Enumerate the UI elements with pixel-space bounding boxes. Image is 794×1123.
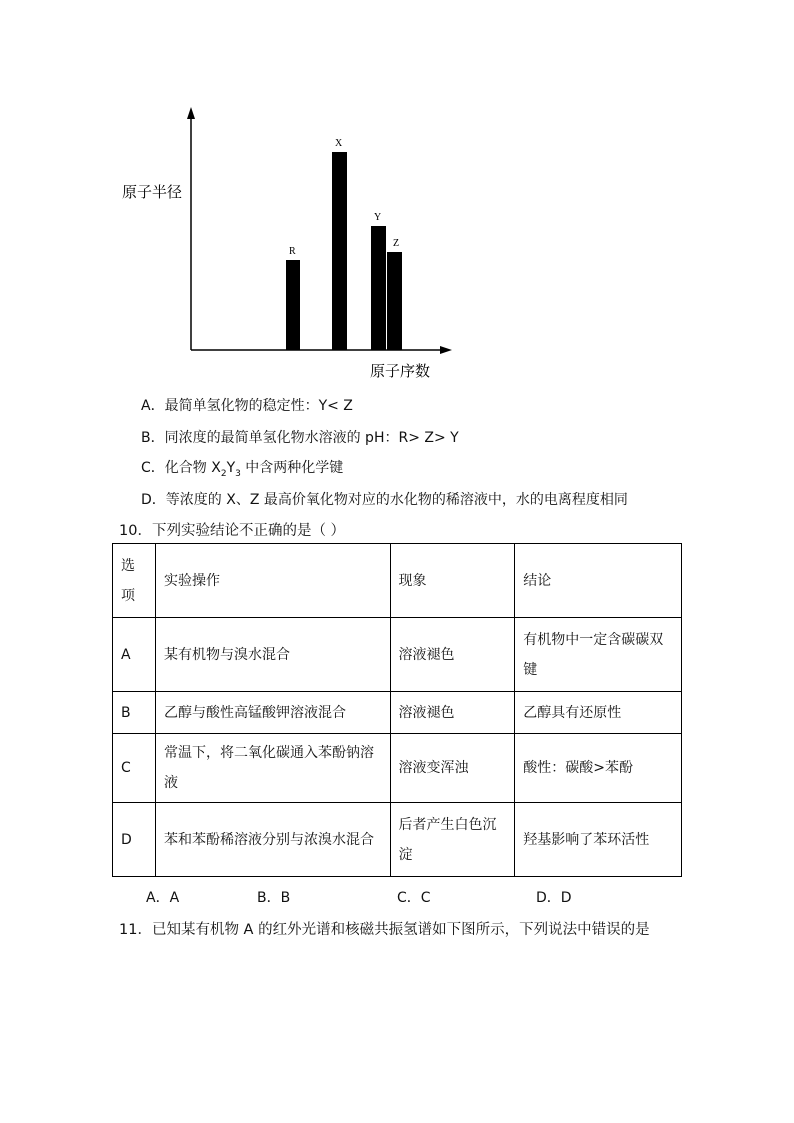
q10-choice-d: D．D bbox=[536, 890, 572, 906]
table-cell: 乙醇具有还原性 bbox=[515, 692, 682, 734]
header-phenomenon: 现象 bbox=[390, 544, 515, 618]
table-row bbox=[113, 734, 682, 803]
table-row bbox=[113, 618, 682, 692]
table-cell: 苯和苯酚稀溶液分别与浓溴水混合 bbox=[155, 803, 390, 877]
table-cell: 酸性：碳酸>苯酚 bbox=[515, 734, 682, 803]
table-cell: C bbox=[113, 734, 156, 803]
table-header-row bbox=[113, 544, 682, 618]
q11-title: 11．已知某有机物 A 的红外光谱和核磁共振氢谱如下图所示，下列说法中错误的是 bbox=[119, 922, 650, 938]
table-cell: 溶液变浑浊 bbox=[390, 734, 515, 803]
bar-x bbox=[332, 152, 347, 350]
bar-label-x: X bbox=[335, 138, 343, 149]
q10-choice-c: C．C bbox=[397, 890, 431, 906]
bar-label-y: Y bbox=[374, 212, 382, 223]
table-cell: 溶液褪色 bbox=[390, 692, 515, 734]
table-cell: 溶液褪色 bbox=[390, 618, 515, 692]
table-cell: B bbox=[113, 692, 156, 734]
q9-option-b: B．同浓度的最简单氢化物水溶液的 pH：R> Z> Y bbox=[141, 430, 459, 446]
q9-option-c-mid: Y bbox=[226, 460, 236, 476]
q9-option-c bbox=[141, 457, 343, 479]
experiment-table bbox=[112, 543, 682, 877]
table-row bbox=[113, 692, 682, 734]
table-row bbox=[113, 803, 682, 877]
table-cell: 常温下，将二氧化碳通入苯酚钠溶液 bbox=[155, 734, 390, 803]
q9-option-a: A．最简单氢化物的稳定性：Y< Z bbox=[141, 398, 353, 414]
table-cell: 后者产生白色沉淀 bbox=[390, 803, 515, 877]
q9-option-c-sub1: 2 bbox=[220, 468, 227, 479]
y-axis-label: 原子半径 bbox=[122, 183, 183, 201]
bar-y bbox=[371, 226, 386, 350]
table-cell: 乙醇与酸性高锰酸钾溶液混合 bbox=[155, 692, 390, 734]
bar-r bbox=[286, 260, 300, 350]
q10-choice-b: B．B bbox=[257, 890, 291, 906]
table-cell: 某有机物与溴水混合 bbox=[155, 618, 390, 692]
table-cell: 有机物中一定含碳碳双键 bbox=[515, 618, 682, 692]
q9-option-c-sub2: 3 bbox=[235, 468, 241, 479]
table-cell: A bbox=[113, 618, 156, 692]
q9-option-c-post: 中含两种化学键 bbox=[240, 460, 344, 476]
q9-option-c-pre: C．化合物 X bbox=[141, 460, 221, 476]
q10-title: 10．下列实验结论不正确的是（ ） bbox=[119, 523, 346, 539]
bar-label-z: Z bbox=[393, 238, 400, 249]
header-conclusion: 结论 bbox=[515, 544, 682, 618]
x-axis-arrow bbox=[440, 346, 452, 354]
y-axis-arrow bbox=[187, 107, 195, 119]
x-axis-label: 原子序数 bbox=[370, 362, 431, 380]
table-cell: 羟基影响了苯环活性 bbox=[515, 803, 682, 877]
atomic-radius-chart bbox=[110, 95, 470, 385]
table-cell: D bbox=[113, 803, 156, 877]
header-operation: 实验操作 bbox=[155, 544, 390, 618]
bar-label-r: R bbox=[289, 246, 296, 257]
q9-option-d: D．等浓度的 X、Z 最高价氧化物对应的水化物的稀溶液中，水的电离程度相同 bbox=[141, 492, 628, 508]
q10-choice-a: A．A bbox=[146, 890, 180, 906]
header-option: 选项 bbox=[113, 544, 156, 618]
bar-z bbox=[387, 252, 402, 350]
